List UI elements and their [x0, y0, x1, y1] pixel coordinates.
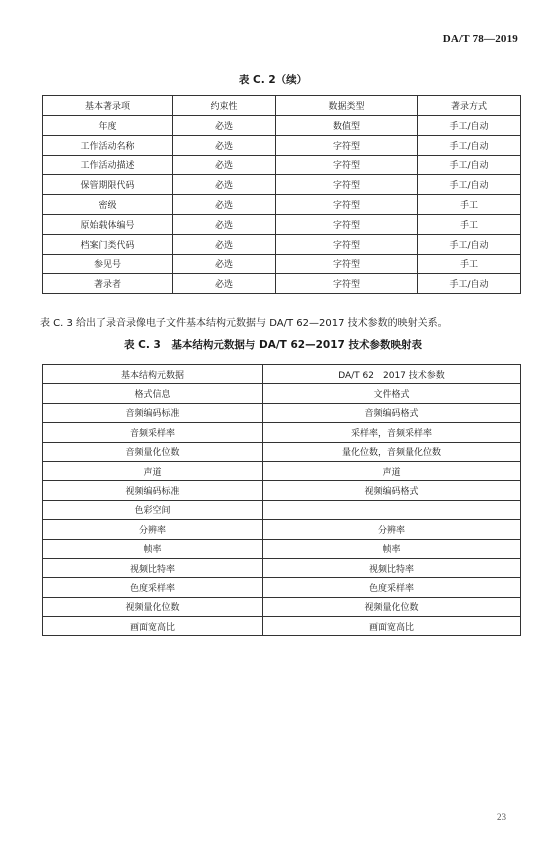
table-cell: 声道 [43, 461, 263, 480]
table-cell: 参见号 [43, 254, 173, 274]
table-cell: 字符型 [276, 214, 418, 234]
table-row [43, 116, 521, 136]
table-cell: 数值型 [276, 116, 418, 136]
table-row [43, 442, 521, 461]
table-cell: 色度采样率 [43, 578, 263, 597]
table-row [43, 274, 521, 294]
table-cell: 视频编码格式 [263, 481, 521, 500]
table-row [43, 578, 521, 597]
table-cell: 必选 [173, 254, 276, 274]
table-row [43, 481, 521, 500]
table-cell: 必选 [173, 234, 276, 254]
table-cell: 字符型 [276, 254, 418, 274]
table-cell: 字符型 [276, 195, 418, 215]
table-cell: 手工/自动 [418, 175, 521, 195]
table-row [43, 403, 521, 422]
table-cell: 画面宽高比 [263, 617, 521, 636]
table-row [43, 155, 521, 175]
table-cell: 必选 [173, 155, 276, 175]
table-cell [263, 500, 521, 519]
table-cell: 必选 [173, 195, 276, 215]
table-cell: 档案门类代码 [43, 234, 173, 254]
table-cell: 音频编码标准 [43, 403, 263, 422]
table-cell: 必选 [173, 175, 276, 195]
table-cell: 视频量化位数 [263, 597, 521, 616]
table-cell: 手工/自动 [418, 155, 521, 175]
table-row [43, 539, 521, 558]
table-cell: 必选 [173, 135, 276, 155]
table-row [43, 500, 521, 519]
table-cell: 手工/自动 [418, 135, 521, 155]
table-cell: 音频编码格式 [263, 403, 521, 422]
table-c2-caption: 表 C. 2（续） [238, 74, 308, 86]
table-cell: 工作活动描述 [43, 155, 173, 175]
table-cell: 视频比特率 [263, 558, 521, 577]
table-row [43, 384, 521, 403]
table-cell: 格式信息 [43, 384, 263, 403]
column-header: 约束性 [173, 96, 276, 116]
table-row [43, 558, 521, 577]
table-cell: 字符型 [276, 234, 418, 254]
table-cell: 画面宽高比 [43, 617, 263, 636]
table-row [43, 214, 521, 234]
table-cell: 必选 [173, 116, 276, 136]
table-cell: 视频比特率 [43, 558, 263, 577]
table-row [43, 195, 521, 215]
table-cell: 必选 [173, 274, 276, 294]
table-cell: 音频量化位数 [43, 442, 263, 461]
table-row [43, 175, 521, 195]
table-header-row [43, 96, 521, 116]
table-cell: 手工 [418, 254, 521, 274]
table-cell: 原始载体编号 [43, 214, 173, 234]
table-row [43, 234, 521, 254]
table-cell: 音频采样率 [43, 423, 263, 442]
table-row [43, 135, 521, 155]
table-cell: 字符型 [276, 175, 418, 195]
column-header: DA/T 62 2017 技术参数 [263, 365, 521, 384]
table-c3 [42, 364, 521, 636]
page-number: 23 [497, 812, 506, 822]
table-row [43, 597, 521, 616]
column-header: 基本结构元数据 [43, 365, 263, 384]
table-c2 [42, 95, 521, 294]
table-cell: 手工/自动 [418, 116, 521, 136]
table-cell: 帧率 [263, 539, 521, 558]
table-cell: 声道 [263, 461, 521, 480]
table-cell: 色彩空间 [43, 500, 263, 519]
table-cell: 字符型 [276, 274, 418, 294]
table-cell: 年度 [43, 116, 173, 136]
table-cell: 色度采样率 [263, 578, 521, 597]
table-cell: 字符型 [276, 155, 418, 175]
standard-code: DA/T 78—2019 [442, 33, 518, 45]
table-cell: 量化位数，音频量化位数 [263, 442, 521, 461]
table-cell: 著录者 [43, 274, 173, 294]
table-cell: 保管期限代码 [43, 175, 173, 195]
table-row [43, 520, 521, 539]
column-header: 数据类型 [276, 96, 418, 116]
table-cell: 手工/自动 [418, 274, 521, 294]
table-cell: 文件格式 [263, 384, 521, 403]
table-cell: 分辨率 [263, 520, 521, 539]
table-row [43, 461, 521, 480]
table-cell: 视频编码标准 [43, 481, 263, 500]
column-header: 基本著录项 [43, 96, 173, 116]
table-cell: 手工/自动 [418, 234, 521, 254]
table-cell: 帧率 [43, 539, 263, 558]
table-cell: 工作活动名称 [43, 135, 173, 155]
table-c3-caption: 表 C. 3 基本结构元数据与 DA/T 62—2017 技术参数映射表 [124, 339, 422, 351]
table-cell: 手工 [418, 195, 521, 215]
body-paragraph: 表 C. 3 给出了录音录像电子文件基本结构元数据与 DA/T 62—2017 技术参数的映射关系。 [40, 318, 448, 329]
table-cell: 必选 [173, 214, 276, 234]
table-cell: 手工 [418, 214, 521, 234]
table-row [43, 254, 521, 274]
table-cell: 分辨率 [43, 520, 263, 539]
table-cell: 视频量化位数 [43, 597, 263, 616]
table-header-row [43, 365, 521, 384]
column-header: 著录方式 [418, 96, 521, 116]
table-cell: 密级 [43, 195, 173, 215]
table-row [43, 423, 521, 442]
table-cell: 采样率，音频采样率 [263, 423, 521, 442]
table-cell: 字符型 [276, 135, 418, 155]
table-row [43, 617, 521, 636]
